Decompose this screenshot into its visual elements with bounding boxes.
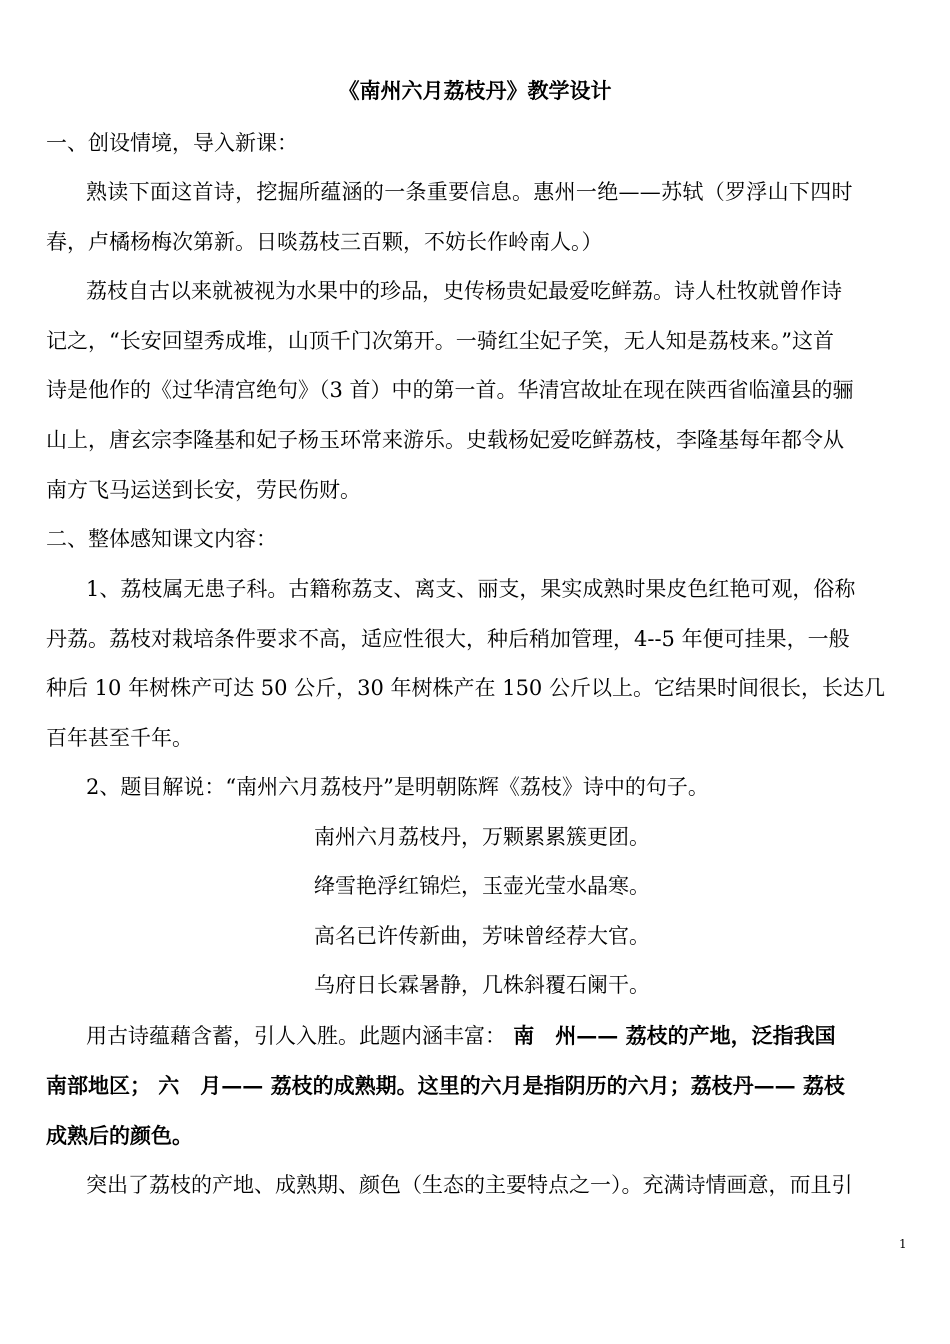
page-number: 1 <box>899 1237 907 1251</box>
section1-heading: 一、创设情境，导入新课： <box>46 131 298 155</box>
section1-paragraph2-line5: 南方飞马运送到长安，劳民伤财。 <box>46 478 361 502</box>
poem-line-4: 乌府日长霖暑静，几株斜覆石阑干。 <box>314 973 650 997</box>
paragraph3-bold-1: 南 州—— 荔枝的产地，泛指我国 <box>506 1023 836 1048</box>
section2-paragraph1-line3: 种后 10 年树株产可达 50 公斤，30 年树株产在 150 公斤以上。它结果时间很长，长达几 <box>46 676 885 700</box>
section2-paragraph2: 2、题目解说：“南州六月荔枝丹”是明朝陈辉《荔枝》诗中的句子。 <box>86 775 709 799</box>
section1-paragraph2-line1: 荔枝自古以来就被视为水果中的珍品，史传杨贵妃最爱吃鲜荔。诗人杜牧就曾作诗 <box>86 279 842 303</box>
section2-paragraph1-line1: 1、荔枝属无患子科。古籍称荔支、离支、丽支，果实成熟时果皮色红艳可观，俗称 <box>86 577 856 601</box>
section1-paragraph2-line2: 记之，“长安回望秀成堆，山顶千门次第开。一骑红尘妃子笑，无人知是荔枝来。”这首 <box>46 329 834 353</box>
section2-paragraph1-line2: 丹荔。荔枝对栽培条件要求不高，适应性很大，种后稍加管理，4--5 年便可挂果，一般 <box>46 627 850 651</box>
document-title: 《南州六月荔枝丹》教学设计 <box>338 78 612 103</box>
poem-line-3: 高名已许传新曲，芳味曾经荐大官。 <box>314 924 650 948</box>
section2-paragraph3-line3: 成熟后的颜色。 <box>46 1123 193 1148</box>
paragraph3-lead: 用古诗蕴藉含蓄，引人入胜。此题内涵丰富： <box>86 1024 506 1048</box>
section1-paragraph2-line4: 山上，唐玄宗李隆基和妃子杨玉环常来游乐。史载杨妃爱吃鲜荔枝，李隆基每年都令从 <box>46 428 844 452</box>
section2-paragraph4-line1: 突出了荔枝的产地、成熟期、颜色（生态的主要特点之一）。充满诗情画意，而且引 <box>86 1173 853 1197</box>
section2-heading: 二、整体感知课文内容： <box>46 527 277 551</box>
poem-line-2: 绛雪艳浮红锦烂，玉壶光莹水晶寒。 <box>314 874 650 898</box>
section2-paragraph3-line2: 南部地区； 六 月—— 荔枝的成熟期。这里的六月是指阴历的六月；荔枝丹—— 荔枝 <box>46 1073 845 1098</box>
section2-paragraph1-line4: 百年甚至千年。 <box>46 726 193 750</box>
section1-paragraph1-line2: 春，卢橘杨梅次第新。日啖荔枝三百颗，不妨长作岭南人。） <box>46 230 603 254</box>
poem-line-1: 南州六月荔枝丹，万颗累累簇更团。 <box>314 825 650 849</box>
section1-paragraph1-line1: 熟读下面这首诗，挖掘所蕴涵的一条重要信息。惠州一绝——苏轼（罗浮山下四时 <box>86 180 853 204</box>
section2-paragraph3-line1 <box>86 1021 908 1051</box>
section1-paragraph2-line3: 诗是他作的《过华清宫绝句》（3 首）中的第一首。华清宫故址在现在陕西省临潼县的骊 <box>46 378 854 402</box>
